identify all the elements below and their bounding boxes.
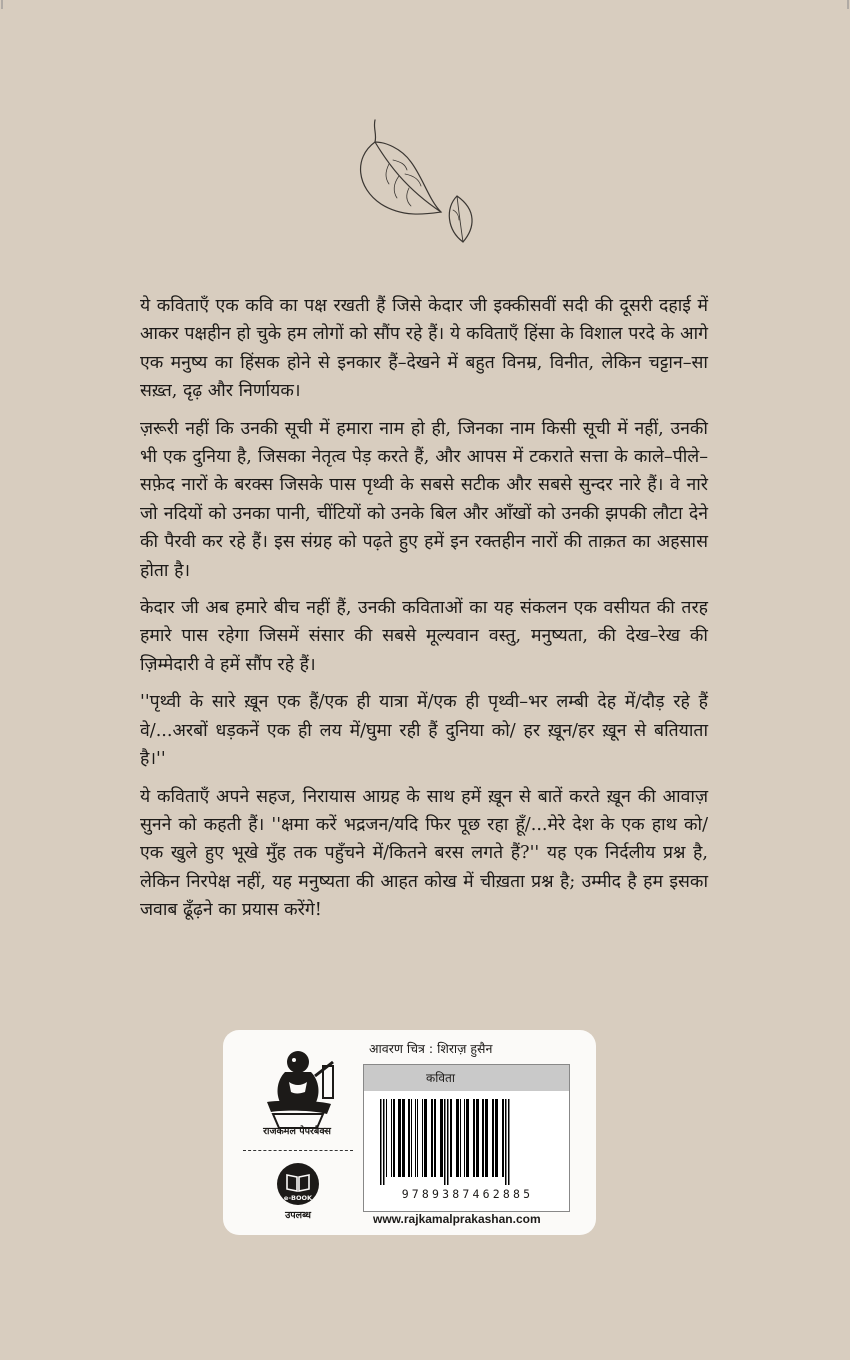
barcode-bar: [422, 1099, 423, 1177]
barcode-bar: [473, 1099, 475, 1177]
leaf-icon: [345, 118, 495, 248]
crop-marks: [0, 0, 850, 10]
barcode-guard-bar: [447, 1099, 449, 1185]
barcode-bar: [398, 1099, 401, 1177]
barcode-bar: [402, 1099, 405, 1177]
barcode-bar: [464, 1099, 465, 1177]
barcode-bar: [492, 1099, 494, 1177]
barcode-guard-bar: [383, 1099, 385, 1185]
barcode-guard-bar: [505, 1099, 507, 1185]
ebook-icon-text: e-BOOK: [283, 1194, 313, 1202]
blurb-paragraph-5: ये कविताएँ अपने सहज, निरायास आग्रह के साथ हमें ख़ून से बातें करते ख़ून की आवाज़ सुनने को कहती हैं। ''क्षमा करें भद्रजन/यदि फिर पूछ रहा हूँ/...मेरे देश के एक हाथ को/एक खुले हुए भूखे मुँह तक पहुँचने में/कितने बरस लगते हैं?'' यह एक निर्दलीय प्रश्न है, लेकिन निरपेक्ष नहीं, यह मनुष्यता की आहत कोख में चीख़ता प्रश्न है; उम्मीद है हम इसका जवाब ढूँढ़ने का प्रयास करेंगे!: [140, 786, 708, 921]
barcode-bar: [460, 1099, 461, 1177]
isbn-number: 9789387462885: [401, 1187, 534, 1201]
barcode-bar: [495, 1099, 498, 1177]
barcode-bar: [386, 1099, 387, 1177]
barcode-bar: [411, 1099, 412, 1177]
barcode-guard-bar: [380, 1099, 382, 1185]
barcode-bar: [482, 1099, 484, 1177]
barcode-bar: [450, 1099, 452, 1177]
imprint-name: राजकमल पेपरबैक्स: [263, 1126, 331, 1137]
blurb-text: [140, 292, 708, 934]
cover-credit: आवरण चित्र : शिराज़ हुसैन: [369, 1041, 493, 1056]
barcode-bars: [380, 1099, 552, 1185]
barcode-bar: [391, 1099, 392, 1177]
barcode-bar: [424, 1099, 427, 1177]
blurb-paragraph-2: ज़रूरी नहीं कि उनकी सूची में हमारा नाम हो ही, जिनका नाम किसी सूची में नहीं, उनकी भी एक दुनिया है, जिसका नेतृत्व पेड़ करते हैं, और आपस में टकराते सत्ता के काले–पीले–सफ़ेद नारों के बरक्स जिसके पास पृथ्वी के सबसे सटीक और सबसे सुन्दर नारे हैं। वे नारे जो नदियों को उनका पानी, चींटियों को उनके बिल और आँखों को उनकी झपकी लौटा देने की पैरवी कर रहे हैं। इस संग्रह को पढ़ते हुए हमें इन रक्तहीन नारों की ताक़त का अहसास होता है।: [140, 418, 708, 581]
publisher-website: www.rajkamalprakashan.com: [373, 1212, 541, 1226]
barcode-bar: [466, 1099, 469, 1177]
barcode-bar: [476, 1099, 479, 1177]
blurb-paragraph-3: केदार जी अब हमारे बीच नहीं हैं, उनकी कविताओं का यह संकलन एक वसीयत की तरह हमारे पास रहेगा जिसमें संसार की सबसे मूल्यवान वस्तु, मनुष्यता, की देख–रेख की ज़िम्मेदारी वे हमें सौंप रहे हैं।: [140, 598, 708, 675]
genre-label: कविता: [363, 1064, 570, 1092]
barcode-bar: [485, 1099, 488, 1177]
barcode-guard-bar: [444, 1099, 446, 1185]
barcode-bar: [393, 1099, 395, 1177]
barcode-bar: [417, 1099, 418, 1177]
barcode-guard-bar: [508, 1099, 510, 1185]
blurb-quote: ''पृथ्वी के सारे ख़ून एक हैं/एक ही यात्रा में/एक ही पृथ्वी–भर लम्बी देह में/दौड़ रहे हैं वे/...अरबों धड़कनें एक ही लय में/घुमा रही हैं दुनिया को/ हर ख़ून/हर ख़ून से बतियाता है।'': [140, 692, 708, 770]
publisher-card: [223, 1030, 596, 1235]
barcode-bar: [415, 1099, 416, 1177]
barcode-bar: [434, 1099, 436, 1177]
barcode-bar: [440, 1099, 443, 1177]
ebook-availability: उपलब्ध: [285, 1210, 311, 1221]
barcode-bar: [431, 1099, 433, 1177]
divider: [243, 1150, 353, 1151]
barcode-bar: [456, 1099, 459, 1177]
barcode: [363, 1091, 570, 1212]
ebook-icon: [276, 1162, 320, 1206]
blurb-paragraph-1: ये कविताएँ एक कवि का पक्ष रखती हैं जिसे केदार जी इक्कीसवीं सदी की दूसरी दहाई में आकर पक्षहीन हो चुके हम लोगों को सौंप रहे हैं। ये कविताएँ हिंसा के विशाल परदे के आगे एक मनुष्य का हिंसक होने से इनकार हैं–देखने में बहुत विनम्र, विनीत, लेकिन चट्टान–सा सख़्त, दृढ़ और निर्णायक।: [140, 296, 708, 402]
barcode-bar: [502, 1099, 504, 1177]
barcode-bar: [408, 1099, 410, 1177]
